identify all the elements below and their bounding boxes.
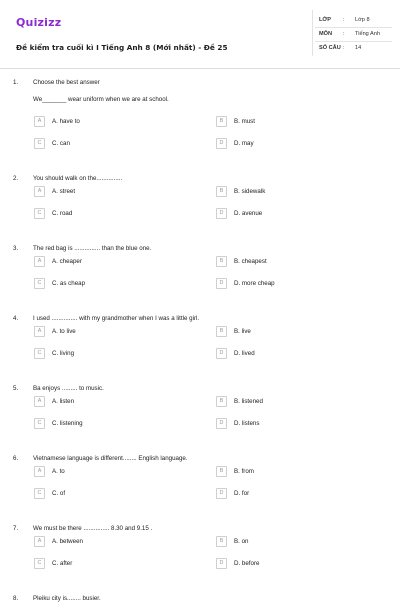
question-7 [0,520,400,590]
option-letter-box[interactable]: A [34,536,45,547]
question-text: Choose the best answer [33,79,100,86]
option-text: D. before [234,560,260,567]
question-8 [0,590,400,610]
question-text: Vietnamese language is different........ English language. [33,455,188,462]
header-divider [0,68,400,69]
meta-label: SỐ CÂU [319,45,341,51]
question-text: Pleiku city is........ busier. [33,595,101,602]
question-number: 5. [13,385,19,392]
option-text: A. cheaper [52,258,82,265]
option-letter-box[interactable]: C [34,208,45,219]
option-letter-box[interactable]: B [216,396,227,407]
question-text: The red bag is ............... than the blue one. [33,245,152,252]
option-letter-box[interactable]: D [216,488,227,499]
option-letter-box[interactable]: B [216,256,227,267]
option-text: C. living [52,350,75,357]
quizizz-logo: Quizizz [16,16,62,29]
question-5 [0,380,400,450]
question-number: 4. [13,315,19,322]
question-6 [0,450,400,520]
option-text: A. between [52,538,83,545]
meta-row-class [315,14,392,28]
option-letter-box[interactable]: D [216,138,227,149]
question-1 [0,74,400,170]
option-text: D. lived [234,350,255,357]
option-text: A. street [52,188,76,195]
meta-value: Tiếng Anh [355,31,380,37]
option-letter-box[interactable]: A [34,116,45,127]
option-text: B. sidewalk [234,188,266,195]
option-text: D. may [234,140,254,147]
option-text: C. can [52,140,70,147]
question-number: 8. [13,595,19,602]
question-text: Ba enjoys ......... to music. [33,385,104,392]
option-letter-box[interactable]: C [34,558,45,569]
option-text: A. have to [52,118,80,125]
option-letter-box[interactable]: B [216,326,227,337]
question-number: 7. [13,525,19,532]
question-number: 1. [13,79,19,86]
option-text: D. more cheap [234,280,275,287]
worksheet-title: Đề kiểm tra cuối kì I Tiếng Anh 8 (Mới nhất) - Đề 25 [16,43,228,52]
option-letter-box[interactable]: A [34,256,45,267]
option-letter-box[interactable]: C [34,488,45,499]
meta-value: 14 [355,45,362,51]
option-letter-box[interactable]: D [216,208,227,219]
option-letter-box[interactable]: B [216,116,227,127]
question-text: We must be there ............... 8.30 and 9.15 . [33,525,153,532]
option-letter-box[interactable]: D [216,348,227,359]
question-number: 2. [13,175,19,182]
option-letter-box[interactable]: D [216,278,227,289]
meta-colon: : [343,45,345,51]
option-text: B. listened [234,398,263,405]
meta-label: LỚP [319,17,331,23]
question-2 [0,170,400,240]
option-text: D. listens [234,420,260,427]
option-text: B. cheapest [234,258,267,265]
option-letter-box[interactable]: C [34,278,45,289]
option-text: C. road [52,210,73,217]
question-list [0,74,400,610]
option-text: A. to live [52,328,76,335]
worksheet-meta [315,14,392,56]
option-text: C. of [52,490,66,497]
option-letter-box[interactable]: B [216,466,227,477]
meta-row-subject [315,28,392,42]
option-letter-box[interactable]: D [216,558,227,569]
option-text: B. from [234,468,254,475]
meta-label: MÔN [319,31,333,37]
question-3 [0,240,400,310]
option-text: D. avenue [234,210,263,217]
option-letter-box[interactable]: C [34,418,45,429]
question-number: 6. [13,455,19,462]
option-letter-box[interactable]: A [34,396,45,407]
meta-colon: : [343,31,345,37]
option-text: B. on [234,538,249,545]
option-text: B. must [234,118,255,125]
option-letter-box[interactable]: D [216,418,227,429]
option-letter-box[interactable]: B [216,186,227,197]
option-text: A. listen [52,398,75,405]
question-4 [0,310,400,380]
option-text: D. for [234,490,250,497]
option-letter-box[interactable]: A [34,326,45,337]
option-text: A. to [52,468,65,475]
option-text: C. as cheap [52,280,86,287]
option-text: C. listening [52,420,83,427]
option-letter-box[interactable]: A [34,186,45,197]
option-letter-box[interactable]: C [34,348,45,359]
question-text: I used ............... with my grandmother when I was a little girl. [33,315,200,322]
option-letter-box[interactable]: A [34,466,45,477]
question-sentence: We_______ wear uniform when we are at school. [33,96,169,103]
option-text: B. live [234,328,251,335]
question-text: You should walk on the............... [33,175,123,182]
option-letter-box[interactable]: C [34,138,45,149]
option-text: C. after [52,560,73,567]
question-number: 3. [13,245,19,252]
option-letter-box[interactable]: B [216,536,227,547]
meta-value: Lớp 8 [355,17,370,23]
meta-colon: : [343,17,345,23]
meta-row-count [315,42,392,56]
